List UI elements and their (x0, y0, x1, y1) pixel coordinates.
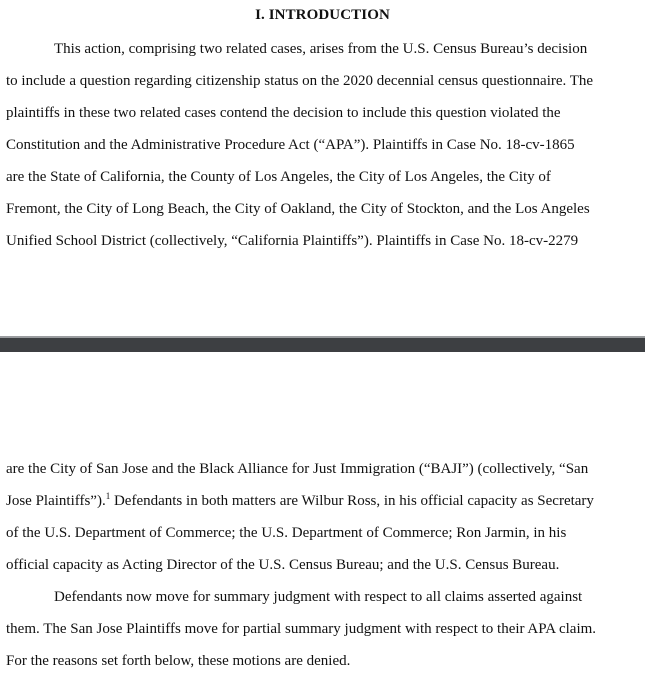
paragraph-line: official capacity as Acting Director of the U.S. Census Bureau; and the U.S. Census Bureau. (6, 557, 560, 573)
page-separator (0, 336, 645, 352)
paragraph-line: are the City of San Jose and the Black Alliance for Just Immigration (“BAJI”) (collectively, “San (6, 461, 589, 477)
document-page-top (0, 0, 645, 336)
paragraph-line: For the reasons set forth below, these motions are denied. (6, 653, 351, 669)
paragraph-line: are the State of California, the County of Los Angeles, the City of Los Angeles, the City of (6, 169, 551, 185)
document-page-bottom (0, 352, 645, 674)
section-heading: I. INTRODUCTION (255, 7, 390, 23)
paragraph-line: Unified School District (collectively, “California Plaintiffs”). Plaintiffs in Case No. 18-cv-2279 (6, 233, 579, 249)
line-text-start: Jose Plaintiffs”). (6, 493, 106, 509)
footnote-reference[interactable]: 1 (105, 491, 111, 501)
paragraph-line: them. The San Jose Plaintiffs move for partial summary judgment with respect to their APA claim. (6, 621, 597, 637)
paragraph-line: Fremont, the City of Long Beach, the City of Oakland, the City of Stockton, and the Los Angeles (6, 201, 590, 217)
paragraph-line: plaintiffs in these two related cases contend the decision to include this question violated the (6, 105, 561, 121)
paragraph-line-with-footnote (6, 492, 594, 510)
paragraph-line: Defendants now move for summary judgment with respect to all claims asserted against (54, 589, 583, 605)
paragraph-line: Constitution and the Administrative Procedure Act (“APA”). Plaintiffs in Case No. 18-cv-1865 (6, 137, 575, 153)
line-text-end: Defendants in both matters are Wilbur Ross, in his official capacity as Secretary (113, 493, 594, 509)
paragraph-line: This action, comprising two related cases, arises from the U.S. Census Bureau’s decision (54, 41, 588, 57)
paragraph-line: of the U.S. Department of Commerce; the U.S. Department of Commerce; Ron Jarmin, in his (6, 525, 567, 541)
paragraph-line: to include a question regarding citizenship status on the 2020 decennial census questionnaire. The (6, 73, 594, 89)
